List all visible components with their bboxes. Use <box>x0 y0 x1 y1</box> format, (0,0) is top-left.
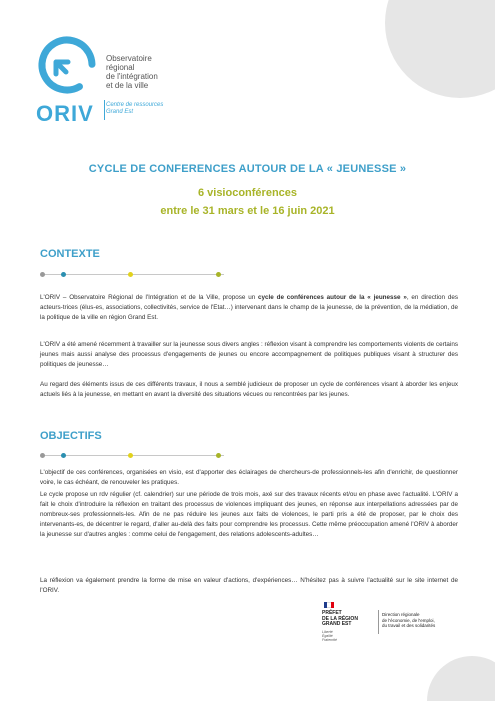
text-run: L'ORIV – Observatoire Régional de l'Intégration et de la Ville, propose un <box>40 294 259 301</box>
divider-dot <box>61 453 66 458</box>
oriv-logo-mark-icon <box>34 32 100 98</box>
logo-tagline-line: Centre de ressources <box>106 102 164 108</box>
dreets-line: du travail et des solidarités <box>382 623 436 628</box>
objectifs-paragraph-2: Le cycle propose un rdv régulier (cf. calendrier) sur une période de trois mois, axé sur des travaux récents et/ou en phase avec l'actualité. L'ORIV a fait le choix d'introduire la réflexion en traitant des processus de violences impliquant des jeunes, en réponse aux interpellations adressées par de nombreux-ses professionnels-les. Afin de ne pas réduire les jeunes aux faits de violences, le parti pris a été de proposer, par le choix des intervenants-es, de décentrer le regard, d'aller au-delà des faits pour comprendre les processus. Cette même préoccupation amené l'ORIV à aborder la jeunesse sur d'autres angles : comme celui de l'engagement, des relations adolescents-adultes… <box>40 491 458 538</box>
prefet-line: GRAND EST <box>322 621 352 627</box>
divider-dot <box>40 272 45 277</box>
dreets-label <box>382 612 462 629</box>
contexte-paragraph-2: L'ORIV a été amené récemment à travailler sur la jeunesse sous divers angles : réflexion visant à comprendre les comportements violents de certains jeunes mais aussi analyse des processus d'engagements de jeunes ou encore accompagnement de politiques publiques visant à structurer des politiques de jeunesse… <box>40 341 458 368</box>
divider-dot <box>40 453 45 458</box>
text-run-bold: cycle de conférences autour de la « jeunesse » <box>258 294 407 301</box>
french-flag-icon <box>324 602 334 608</box>
objectifs-paragraph-3: La réflexion va également prendre la forme de mise en valeur d'actions, d'expériences… N'hésitez pas à suivre l'actualité sur le site internet de l'ORIV. <box>40 577 458 594</box>
prefet-label <box>322 611 358 628</box>
dreets-line: Direction régionale <box>382 612 420 617</box>
divider-dot <box>216 453 221 458</box>
logo-divider <box>104 100 105 120</box>
section-heading-objectifs: OBJECTIFS <box>40 430 102 442</box>
prefet-line: DE LA RÉGION <box>322 615 358 622</box>
footer-divider <box>378 610 379 634</box>
divider-dot <box>128 272 133 277</box>
divider-line <box>44 455 224 456</box>
page-title: CYCLE DE CONFERENCES AUTOUR DE LA « JEUNESSE » <box>88 163 407 175</box>
dreets-line: de l'économie, de l'emploi, <box>382 617 435 623</box>
prefet-line: PRÉFET <box>322 610 342 616</box>
logo-line: et de la ville <box>106 81 149 90</box>
oriv-logo <box>34 32 194 132</box>
divider-dot <box>216 272 221 277</box>
logo-name: ORIV <box>36 101 94 126</box>
divider-dot <box>61 272 66 277</box>
logo-line: Observatoire <box>106 54 152 63</box>
contexte-paragraph-1 <box>40 293 458 323</box>
contexte-paragraph-3: Au regard des éléments issus de ces différents travaux, il nous a semblé judicieux de proposer un cycle de conférences visant à aborder les enjeux actuels liés à la jeunesse, en mettant en avant la diversité des situations vécues ou rencontrées par les jeunes. <box>40 381 458 398</box>
objectifs-paragraph-1: L'objectif de ces conférences, organisées en visio, est d'apporter des éclairages de chercheurs-de professionnels-les afin d'enrichir, de questionner voire, le cas échéant, de renouveler les pratiques. <box>40 469 458 486</box>
footer-logos <box>322 602 462 642</box>
decorative-circle-top <box>385 0 495 98</box>
logo-line: régional <box>106 63 135 72</box>
logo-line: de l'intégration <box>106 72 158 81</box>
logo-tagline <box>106 102 176 116</box>
subtitle-line-2: entre le 31 mars et le 16 juin 2021 <box>160 205 335 217</box>
logo-tagline-line: Grand Est <box>106 109 134 115</box>
logo-text <box>106 54 186 90</box>
republic-motto <box>322 630 337 642</box>
text-run: , en direction des acteurs-trices (élus-es, associations, collectivités, service de l'Etat…) intervenant dans le champ de la jeunesse, de la prévention, de la médiation, de la politique de la ville en région Grand Est. <box>40 294 458 321</box>
subtitle-line-1: 6 visioconférences <box>197 187 298 199</box>
dots-divider <box>40 453 240 459</box>
divider-line <box>44 274 224 275</box>
divider-dot <box>128 453 133 458</box>
motto-line: Égalité <box>322 634 333 638</box>
decorative-circle-bottom <box>427 656 495 701</box>
motto-line: Fraternité <box>322 638 337 642</box>
dots-divider <box>40 272 240 278</box>
section-heading-contexte: CONTEXTE <box>40 248 100 260</box>
motto-line: Liberté <box>322 630 333 634</box>
